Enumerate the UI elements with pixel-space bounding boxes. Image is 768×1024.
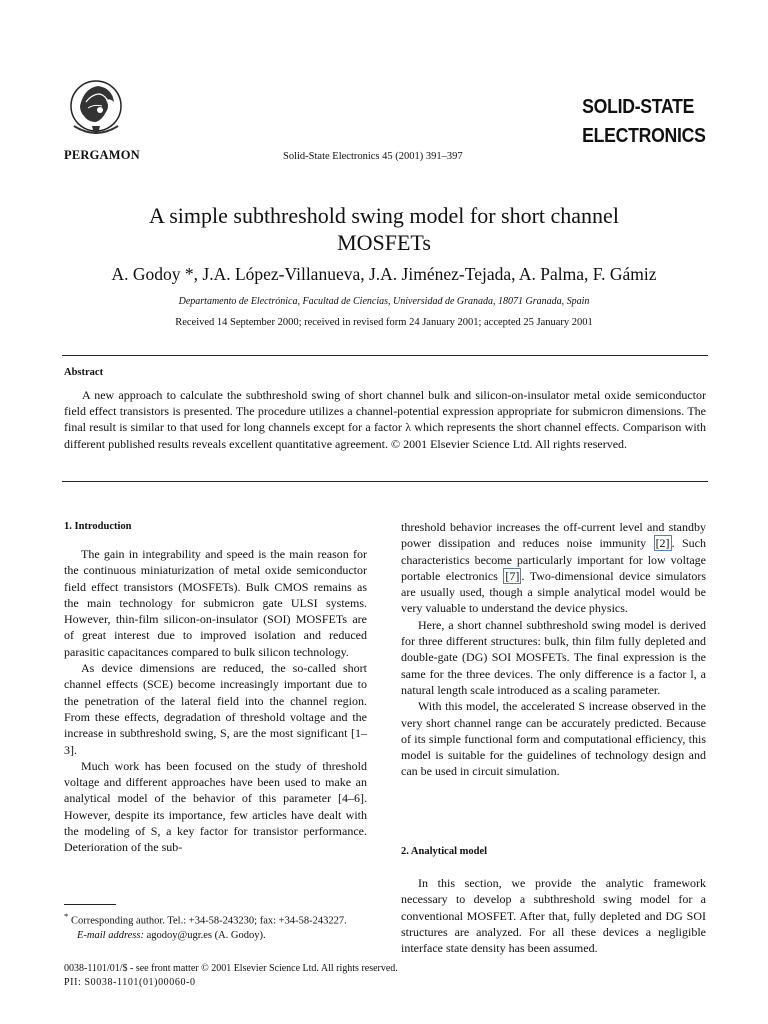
pii-line: PII: S0038-1101(01)00060-0 [64, 977, 196, 988]
abstract-body: A new approach to calculate the subthreshold swing of short channel bulk and silicon-on-insulator metal oxide semiconductor field effect transistors is presented. The procedure utilizes a channel-potential expression appropriate for submicron dimensions. The final result is similar to that used for long channels except for a factor λ which represents the short channel effects. Comparison with different published results reveals excellent quantitative agreement. © 2001 Elsevier Science Ltd. All rights reserved. [64, 388, 706, 451]
author-list: A. Godoy *, J.A. López-Villanueva, J.A. Jiménez-Tejada, A. Palma, F. Gámiz [111, 264, 657, 284]
email-label: E-mail address: [77, 929, 144, 941]
paragraph: Here, a short channel subthreshold swing model is derived for three different structures: bulk, thin film fully depleted and double-gate (DG) SOI MOSFETs. The final expression is the same for the three devices. The only difference is a factor l, a natural length scale introduced as a scaling parameter. [401, 617, 706, 697]
right-column-lower [401, 875, 706, 956]
section-heading-analytical-model: 2. Analytical model [401, 846, 488, 857]
abstract-bottom-rule [62, 481, 708, 482]
footnote-rule [64, 904, 116, 905]
paragraph-text: . Such characteristics become particularly important for low voltage portable electronics [401, 536, 706, 583]
paragraph: As device dimensions are reduced, the so-called short channel effects (SCE) become increasingly important due to the penetration of the lateral field into the channel region. From these effects, degradation of threshold voltage and the increase in subthreshold swing, S, are the most significant [1–3]. [64, 661, 367, 757]
affiliation: Departamento de Electrónica, Facultad de Ciencias, Universidad de Granada, 18071 Granada, Spain [178, 296, 590, 307]
footnote-email [64, 929, 367, 943]
paragraph: The gain in integrability and speed is the main reason for the continuous miniaturization of metal oxide semiconductor field effect transistors (MOSFETs). Bulk CMOS remains as the main technology for submicron gate ULSI systems. However, thin-film silicon-on-insulator (SOI) MOSFETs are of great interest due to improved isolation and reduced parasitic capacitances compared to bulk silicon technology. [64, 547, 367, 659]
article-title [60, 202, 708, 256]
article-title-line2: MOSFETs [337, 230, 431, 255]
citation-link-2[interactable]: [2] [655, 536, 670, 551]
journal-citation: Solid-State Electronics 45 (2001) 391–397 [283, 151, 463, 162]
article-title-line1: A simple subthreshold swing model for short channel [149, 203, 619, 228]
left-column [64, 546, 367, 856]
journal-name-line1: SOLID-STATE [582, 95, 695, 118]
paragraph [401, 519, 706, 617]
elsevier-tree-logo-icon [66, 76, 130, 150]
footnote [64, 909, 367, 943]
footnote-text: Corresponding author. Tel.: +34-58-243230; fax: +34-58-243227. [71, 915, 347, 927]
journal-name-line2: ELECTRONICS [582, 124, 706, 147]
footnote-marker: * [64, 911, 69, 921]
abstract-heading: Abstract [64, 367, 104, 378]
paragraph: With this model, the accelerated S increase observed in the very short channel range can be accurately predicted. Because of its simple functional form and computational efficiency, this model is suitable for the guidelines of technology design and can be used in circuit simulation. [401, 699, 706, 779]
publisher-name: PERGAMON [64, 148, 140, 162]
footnote-corresponding-author [64, 909, 367, 929]
front-matter-line: 0038-1101/01/$ - see front matter © 2001 Elsevier Science Ltd. All rights reserved. [64, 963, 398, 974]
paragraph: Much work has been focused on the study of threshold voltage and different approaches have been used to make an analytical model of the behavior of this parameter [4–6]. However, despite its importance, few articles have dealt with the modeling of S, a key factor for transistor performance. Deterioration of the sub- [64, 758, 367, 855]
journal-name [582, 92, 706, 150]
citation-link-7[interactable]: [7] [505, 568, 520, 583]
email-address[interactable]: agodoy@ugr.es (A. Godoy). [146, 929, 266, 941]
abstract-top-rule [62, 355, 708, 356]
received-dates: Received 14 September 2000; received in revised form 24 January 2001; accepted 25 January 2001 [175, 317, 593, 328]
paragraph: In this section, we provide the analytic framework necessary to develop a subthreshold swing model for a conventional MOSFET. After that, fully depleted and DG SOI structures are analyzed. For all these devices a negligible interface state density has been assumed. [401, 876, 706, 956]
paragraph-text: . Two-dimensional device simulators are usually used, though a simple analytical model would be very valuable to understand the device physics. [401, 568, 707, 616]
section-heading-introduction: 1. Introduction [64, 521, 132, 532]
right-column [401, 519, 706, 780]
paragraph-text: threshold behavior increases the off-current level and standby power dissipation and reduces noise immunity [401, 520, 706, 551]
